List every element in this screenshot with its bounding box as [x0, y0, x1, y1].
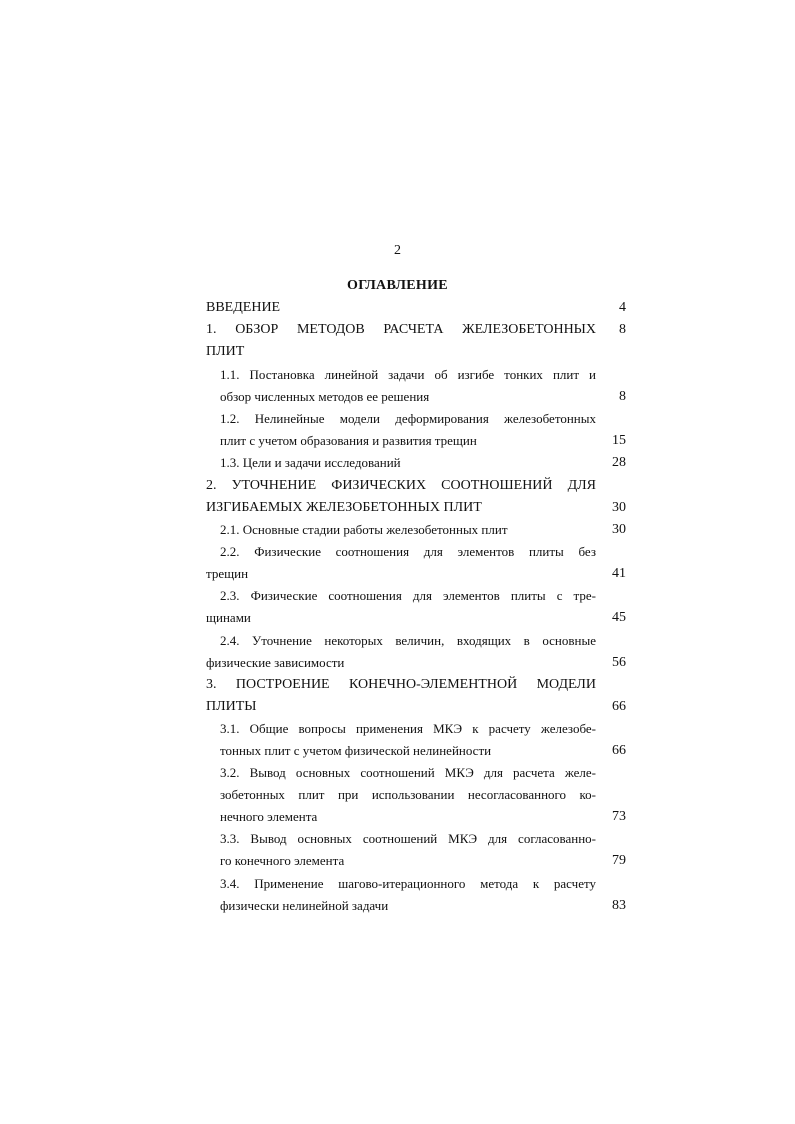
toc-page: 4	[619, 300, 626, 315]
toc-entry-2-4[interactable]: 2.4. Уточнение некоторых величин, входящих в основные физические зависимости	[206, 633, 596, 670]
toc-entry-1-3[interactable]: 1.3. Цели и задачи исследований	[220, 455, 401, 470]
toc-page: 83	[612, 898, 626, 913]
toc-page: 79	[612, 853, 626, 868]
toc-entry-3-1[interactable]: 3.1. Общие вопросы применения МКЭ к расчету железобе- тонных плит с учетом физической нелинейности	[220, 721, 596, 758]
page-number: 2	[394, 243, 401, 258]
toc-title: ОГЛАВЛЕНИЕ	[347, 278, 448, 293]
toc-page: 45	[612, 610, 626, 625]
toc-page: 41	[612, 566, 626, 581]
toc-entry-3-3[interactable]: 3.3. Вывод основных соотношений МКЭ для согласованно- го конечного элемента	[220, 831, 596, 868]
toc-entry-1-1[interactable]: 1.1. Постановка линейной задачи об изгибе тонких плит и обзор численных методов ее решения	[220, 367, 596, 404]
toc-entry-2-3[interactable]: 2.3. Физические соотношения для элементов плиты с тре- щинами	[206, 588, 596, 625]
toc-entry-3-2[interactable]: 3.2. Вывод основных соотношений МКЭ для расчета желе- зобетонных плит при использовании несогласованного ко- нечного элемента	[220, 765, 596, 824]
toc-page: 28	[612, 455, 626, 470]
toc-page: 73	[612, 809, 626, 824]
toc-page: 30	[612, 500, 626, 515]
toc-page: 8	[619, 322, 626, 337]
toc-page: 56	[612, 655, 626, 670]
toc-page: 66	[612, 699, 626, 714]
toc-entry-chapter-3[interactable]: 3. ПОСТРОЕНИЕ КОНЕЧНО-ЭЛЕМЕНТНОЙ МОДЕЛИ ПЛИТЫ	[206, 677, 596, 714]
toc-entry-2-2[interactable]: 2.2. Физические соотношения для элементов плиты без трещин	[206, 544, 596, 581]
toc-page: 8	[619, 389, 626, 404]
toc-entry-2-1[interactable]: 2.1. Основные стадии работы железобетонных плит	[220, 522, 508, 537]
toc-page: 15	[612, 433, 626, 448]
toc-entry-chapter-1[interactable]: 1. ОБЗОР МЕТОДОВ РАСЧЕТА ЖЕЛЕЗОБЕТОННЫХ ПЛИТ	[206, 322, 596, 359]
toc-page: 66	[612, 743, 626, 758]
toc-entry-intro[interactable]: ВВЕДЕНИЕ	[206, 300, 281, 315]
toc-page: 30	[612, 522, 626, 537]
toc-entry-chapter-2[interactable]: 2. УТОЧНЕНИЕ ФИЗИЧЕСКИХ СООТНОШЕНИЙ ДЛЯ ИЗГИБАЕМЫХ ЖЕЛЕЗОБЕТОННЫХ ПЛИТ	[206, 478, 596, 515]
toc-entry-1-2[interactable]: 1.2. Нелинейные модели деформирования железобетонных плит с учетом образования и развития трещин	[220, 411, 596, 448]
toc-entry-3-4[interactable]: 3.4. Применение шагово-итерационного метода к расчету физически нелинейной задачи	[220, 876, 596, 913]
